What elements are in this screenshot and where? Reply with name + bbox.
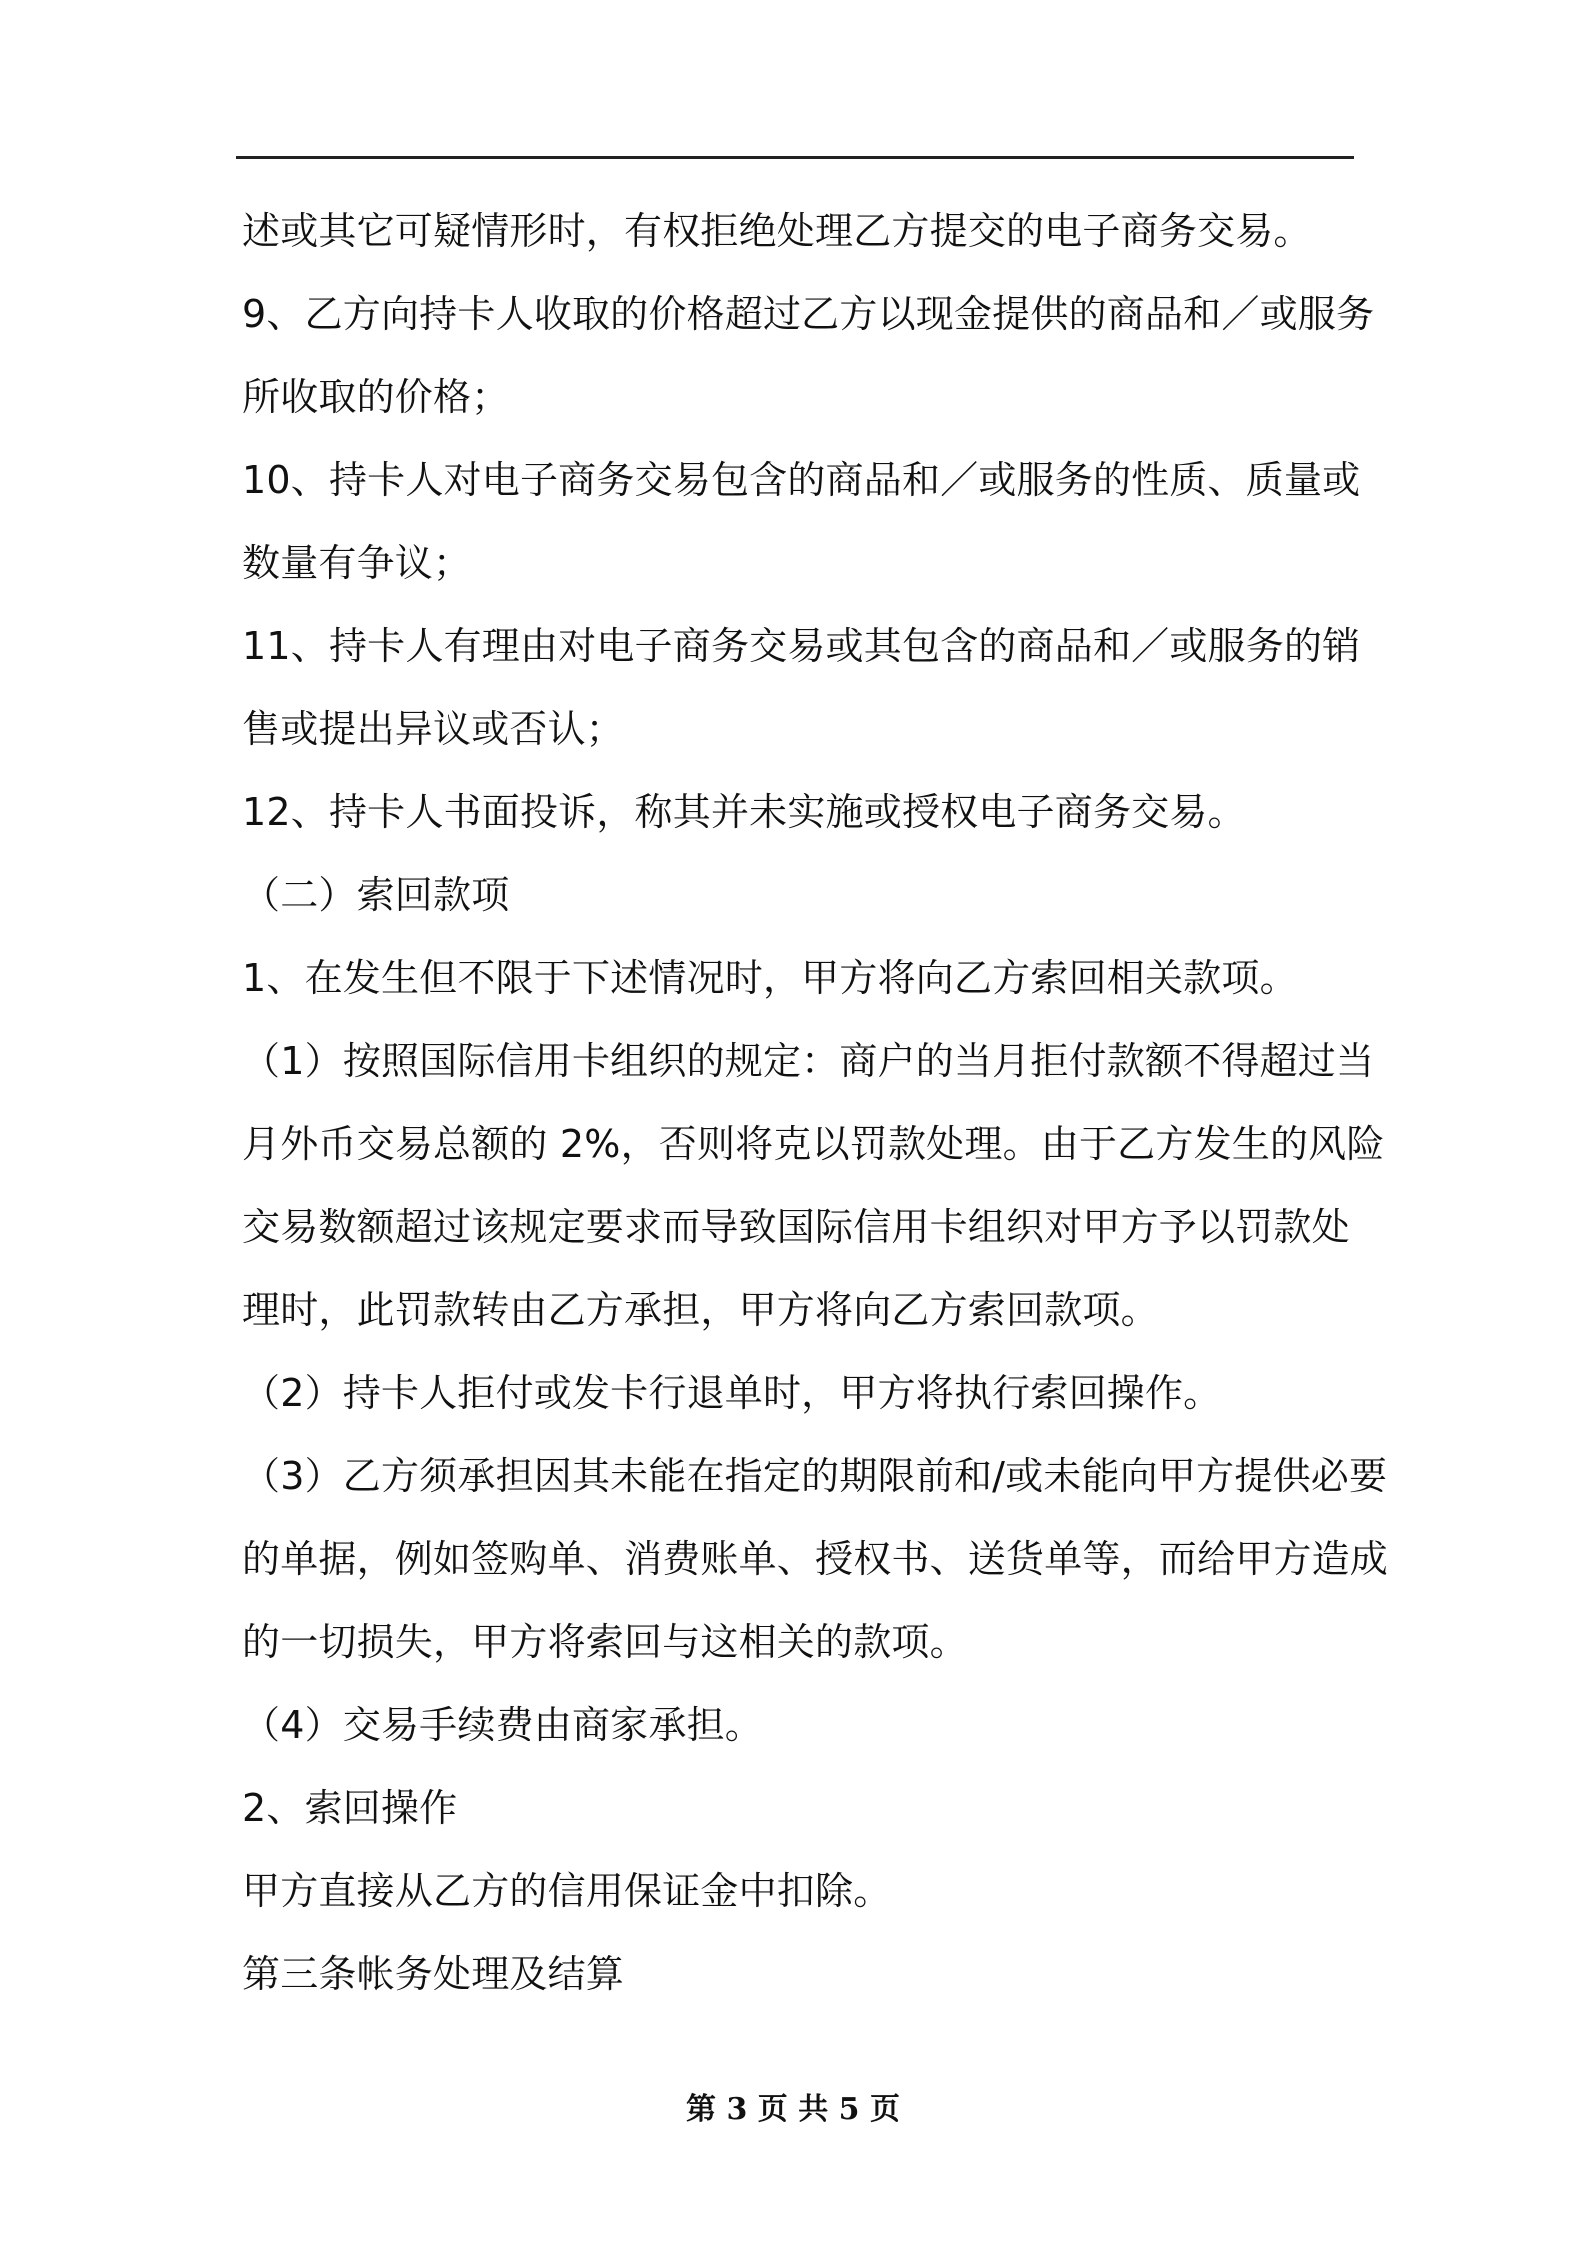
- header-rule: [236, 156, 1354, 159]
- text-line: 理时，此罚款转由乙方承担，甲方将向乙方索回款项。: [242, 1288, 1159, 1332]
- text-line: 1、在发生但不限于下述情况时，甲方将向乙方索回相关款项。: [242, 956, 1298, 1000]
- text-line: 所收取的价格；: [242, 375, 510, 419]
- text-line: 交易数额超过该规定要求而导致国际信用卡组织对甲方予以罚款处: [242, 1205, 1350, 1249]
- text-line: 9、乙方向持卡人收取的价格超过乙方以现金提供的商品和／或服务: [242, 292, 1375, 336]
- text-line: 10、持卡人对电子商务交易包含的商品和／或服务的性质、质量或: [242, 458, 1361, 502]
- text-line: 甲方直接从乙方的信用保证金中扣除。: [242, 1869, 892, 1913]
- text-line: 月外币交易总额的 2%，否则将克以罚款处理。由于乙方发生的风险: [242, 1122, 1385, 1166]
- text-line: 数量有争议；: [242, 541, 472, 585]
- text-line: （3）乙方须承担因其未能在指定的期限前和/或未能向甲方提供必要: [242, 1454, 1388, 1498]
- text-line: （2）持卡人拒付或发卡行退单时，甲方将执行索回操作。: [242, 1371, 1222, 1415]
- text-line: 述或其它可疑情形时，有权拒绝处理乙方提交的电子商务交易。: [242, 209, 1312, 253]
- text-line: 的一切损失，甲方将索回与这相关的款项。: [242, 1620, 968, 1664]
- text-line: 2、索回操作: [242, 1786, 458, 1830]
- text-line: （4）交易手续费由商家承担。: [242, 1703, 763, 1747]
- text-line: 11、持卡人有理由对电子商务交易或其包含的商品和／或服务的销: [242, 624, 1361, 668]
- text-line: （1）按照国际信用卡组织的规定：商户的当月拒付款额不得超过当: [242, 1039, 1375, 1083]
- text-line: 12、持卡人书面投诉，称其并未实施或授权电子商务交易。: [242, 790, 1246, 834]
- text-line: 的单据，例如签购单、消费账单、授权书、送货单等，而给甲方造成: [242, 1537, 1389, 1581]
- text-line: 售或提出异议或否认；: [242, 707, 625, 751]
- document-body: [242, 190, 1389, 2016]
- section-heading: （二）索回款项: [242, 873, 510, 917]
- page-number: 第 3 页 共 5 页: [686, 2092, 900, 2127]
- section-heading: 第三条帐务处理及结算: [242, 1952, 625, 1996]
